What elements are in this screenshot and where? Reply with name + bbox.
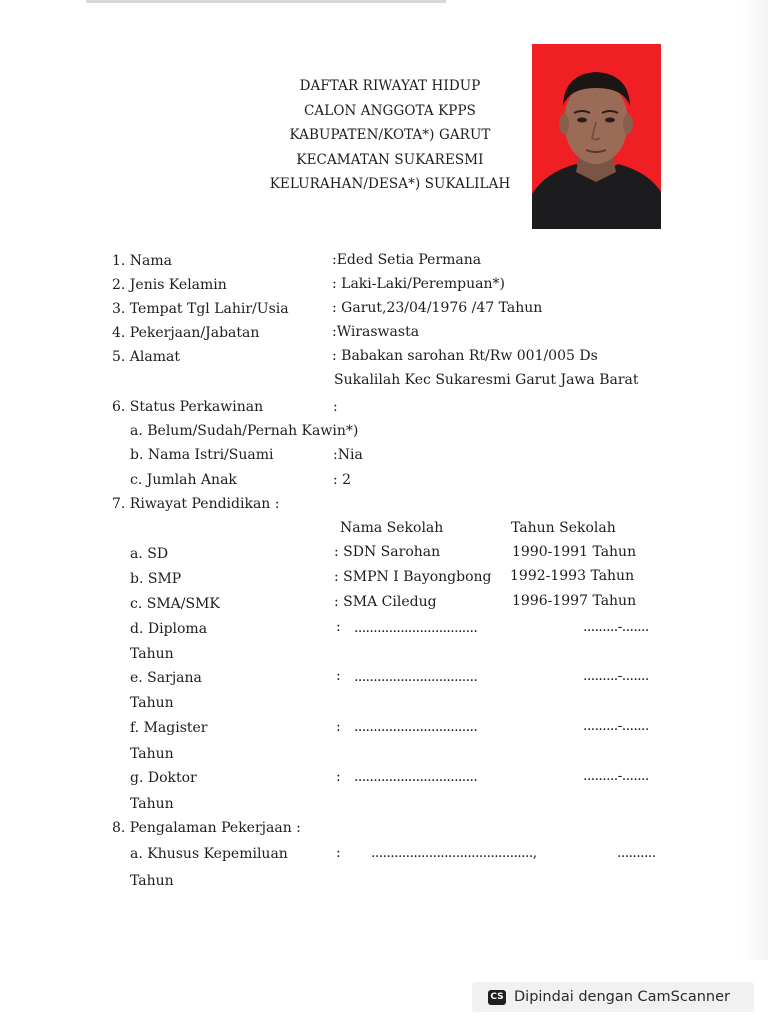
tahun-kepemiluan: Tahun [130,873,174,889]
edu-level-sd: a. SD [130,546,169,562]
edu-colon-sarjana: : [336,668,341,684]
document-header [240,74,540,197]
colon-kepemiluan: : [336,845,341,861]
scan-edge-shade [86,0,446,3]
status-option-a: a. Belum/Sudah/Pernah Kawin*) [130,423,359,439]
scan-side-shade [740,0,768,960]
edu-level-smp: b. SMP [130,571,182,587]
edu-colon-magister: : [336,719,341,735]
header-nama-sekolah: Nama Sekolah [340,520,444,536]
edu-colon-diploma: : [336,619,341,635]
header-kelurahan: KELURAHAN/DESA*) SUKALILAH [269,176,511,193]
value-alamat-line1: : Babakan sarohan Rt/Rw 001/005 Ds [332,348,598,364]
edu-year-dots-doktor: .........-....... [583,768,649,784]
label-pekerjaan: 4. Pekerjaan/Jabatan [112,325,260,341]
label-status: 6. Status Perkawinan [112,399,264,415]
value-jenis-kelamin: : Laki-Laki/Perempuan*) [332,276,505,292]
camscanner-logo-icon: CS [488,990,506,1005]
edu-year-dots-sarjana: .........-....... [583,668,649,684]
value-status-colon: : [333,399,338,415]
value-ttl: : Garut,23/04/1976 /47 Tahun [332,300,543,316]
edu-tahun-magister: Tahun [130,746,174,762]
edu-year-sd: 1990-1991 Tahun [512,544,637,560]
edu-dots-sarjana: ................................ [354,669,478,685]
edu-tahun-doktor: Tahun [130,796,174,812]
edu-level-sarjana: e. Sarjana [130,670,202,686]
edu-tahun-diploma: Tahun [130,646,174,662]
edu-colon-doktor: : [336,769,341,785]
edu-school-sma: : SMA Ciledug [334,594,437,610]
label-jumlah-anak: c. Jumlah Anak [130,472,237,488]
header-title: DAFTAR RIWAYAT HIDUP [299,78,481,94]
edu-dots-diploma: ................................ [354,620,478,636]
edu-year-smp: 1992-1993 Tahun [510,568,635,584]
value-nama-istri: :Nia [333,447,363,463]
portrait-image [532,44,661,229]
value-nama: :Eded Setia Permana [332,252,482,268]
dots-kepemiluan: .........................................., [371,845,537,861]
header-kecamatan: KECAMATAN SUKARESMI [296,151,484,168]
header-subtitle: CALON ANGGOTA KPPS [303,102,477,119]
edu-year-dots-magister: .........-....... [583,718,649,734]
edu-level-diploma: d. Diploma [130,621,208,637]
camscanner-text: Dipindai dengan CamScanner [514,989,731,1005]
edu-tahun-sarjana: Tahun [130,695,174,711]
label-nama: 1. Nama [112,253,173,269]
edu-dots-doktor: ................................ [354,769,478,785]
label-pengalaman: 8. Pengalaman Pekerjaan : [112,820,301,836]
label-kepemiluan: a. Khusus Kepemiluan [130,846,288,862]
edu-level-doktor: g. Doktor [130,770,197,786]
applicant-photo [532,44,661,229]
edu-level-sma: c. SMA/SMK [130,596,220,612]
edu-school-smp: : SMPN I Bayongbong [334,569,492,585]
edu-school-sd: : SDN Sarohan [334,544,441,560]
value-jumlah-anak: : 2 [333,472,352,488]
edu-year-dots-diploma: .........-....... [583,619,649,635]
label-nama-istri: b. Nama Istri/Suami [130,447,274,463]
edu-level-magister: f. Magister [130,720,208,736]
label-pendidikan: 7. Riwayat Pendidikan : [112,496,280,512]
header-tahun-sekolah: Tahun Sekolah [511,520,616,536]
label-ttl: 3. Tempat Tgl Lahir/Usia [112,301,289,317]
camscanner-watermark [472,982,754,1012]
label-alamat: 5. Alamat [112,349,180,365]
edu-year-sma: 1996-1997 Tahun [512,593,637,609]
edu-dots-magister: ................................ [354,719,478,735]
year-dots-kepemiluan: .......... [617,845,656,861]
value-alamat-line2: Sukalilah Kec Sukaresmi Garut Jawa Barat [334,372,639,388]
header-kabupaten: KABUPATEN/KOTA*) GARUT [289,127,491,144]
value-pekerjaan: :Wiraswasta [332,324,420,340]
label-jenis-kelamin: 2. Jenis Kelamin [112,277,227,293]
